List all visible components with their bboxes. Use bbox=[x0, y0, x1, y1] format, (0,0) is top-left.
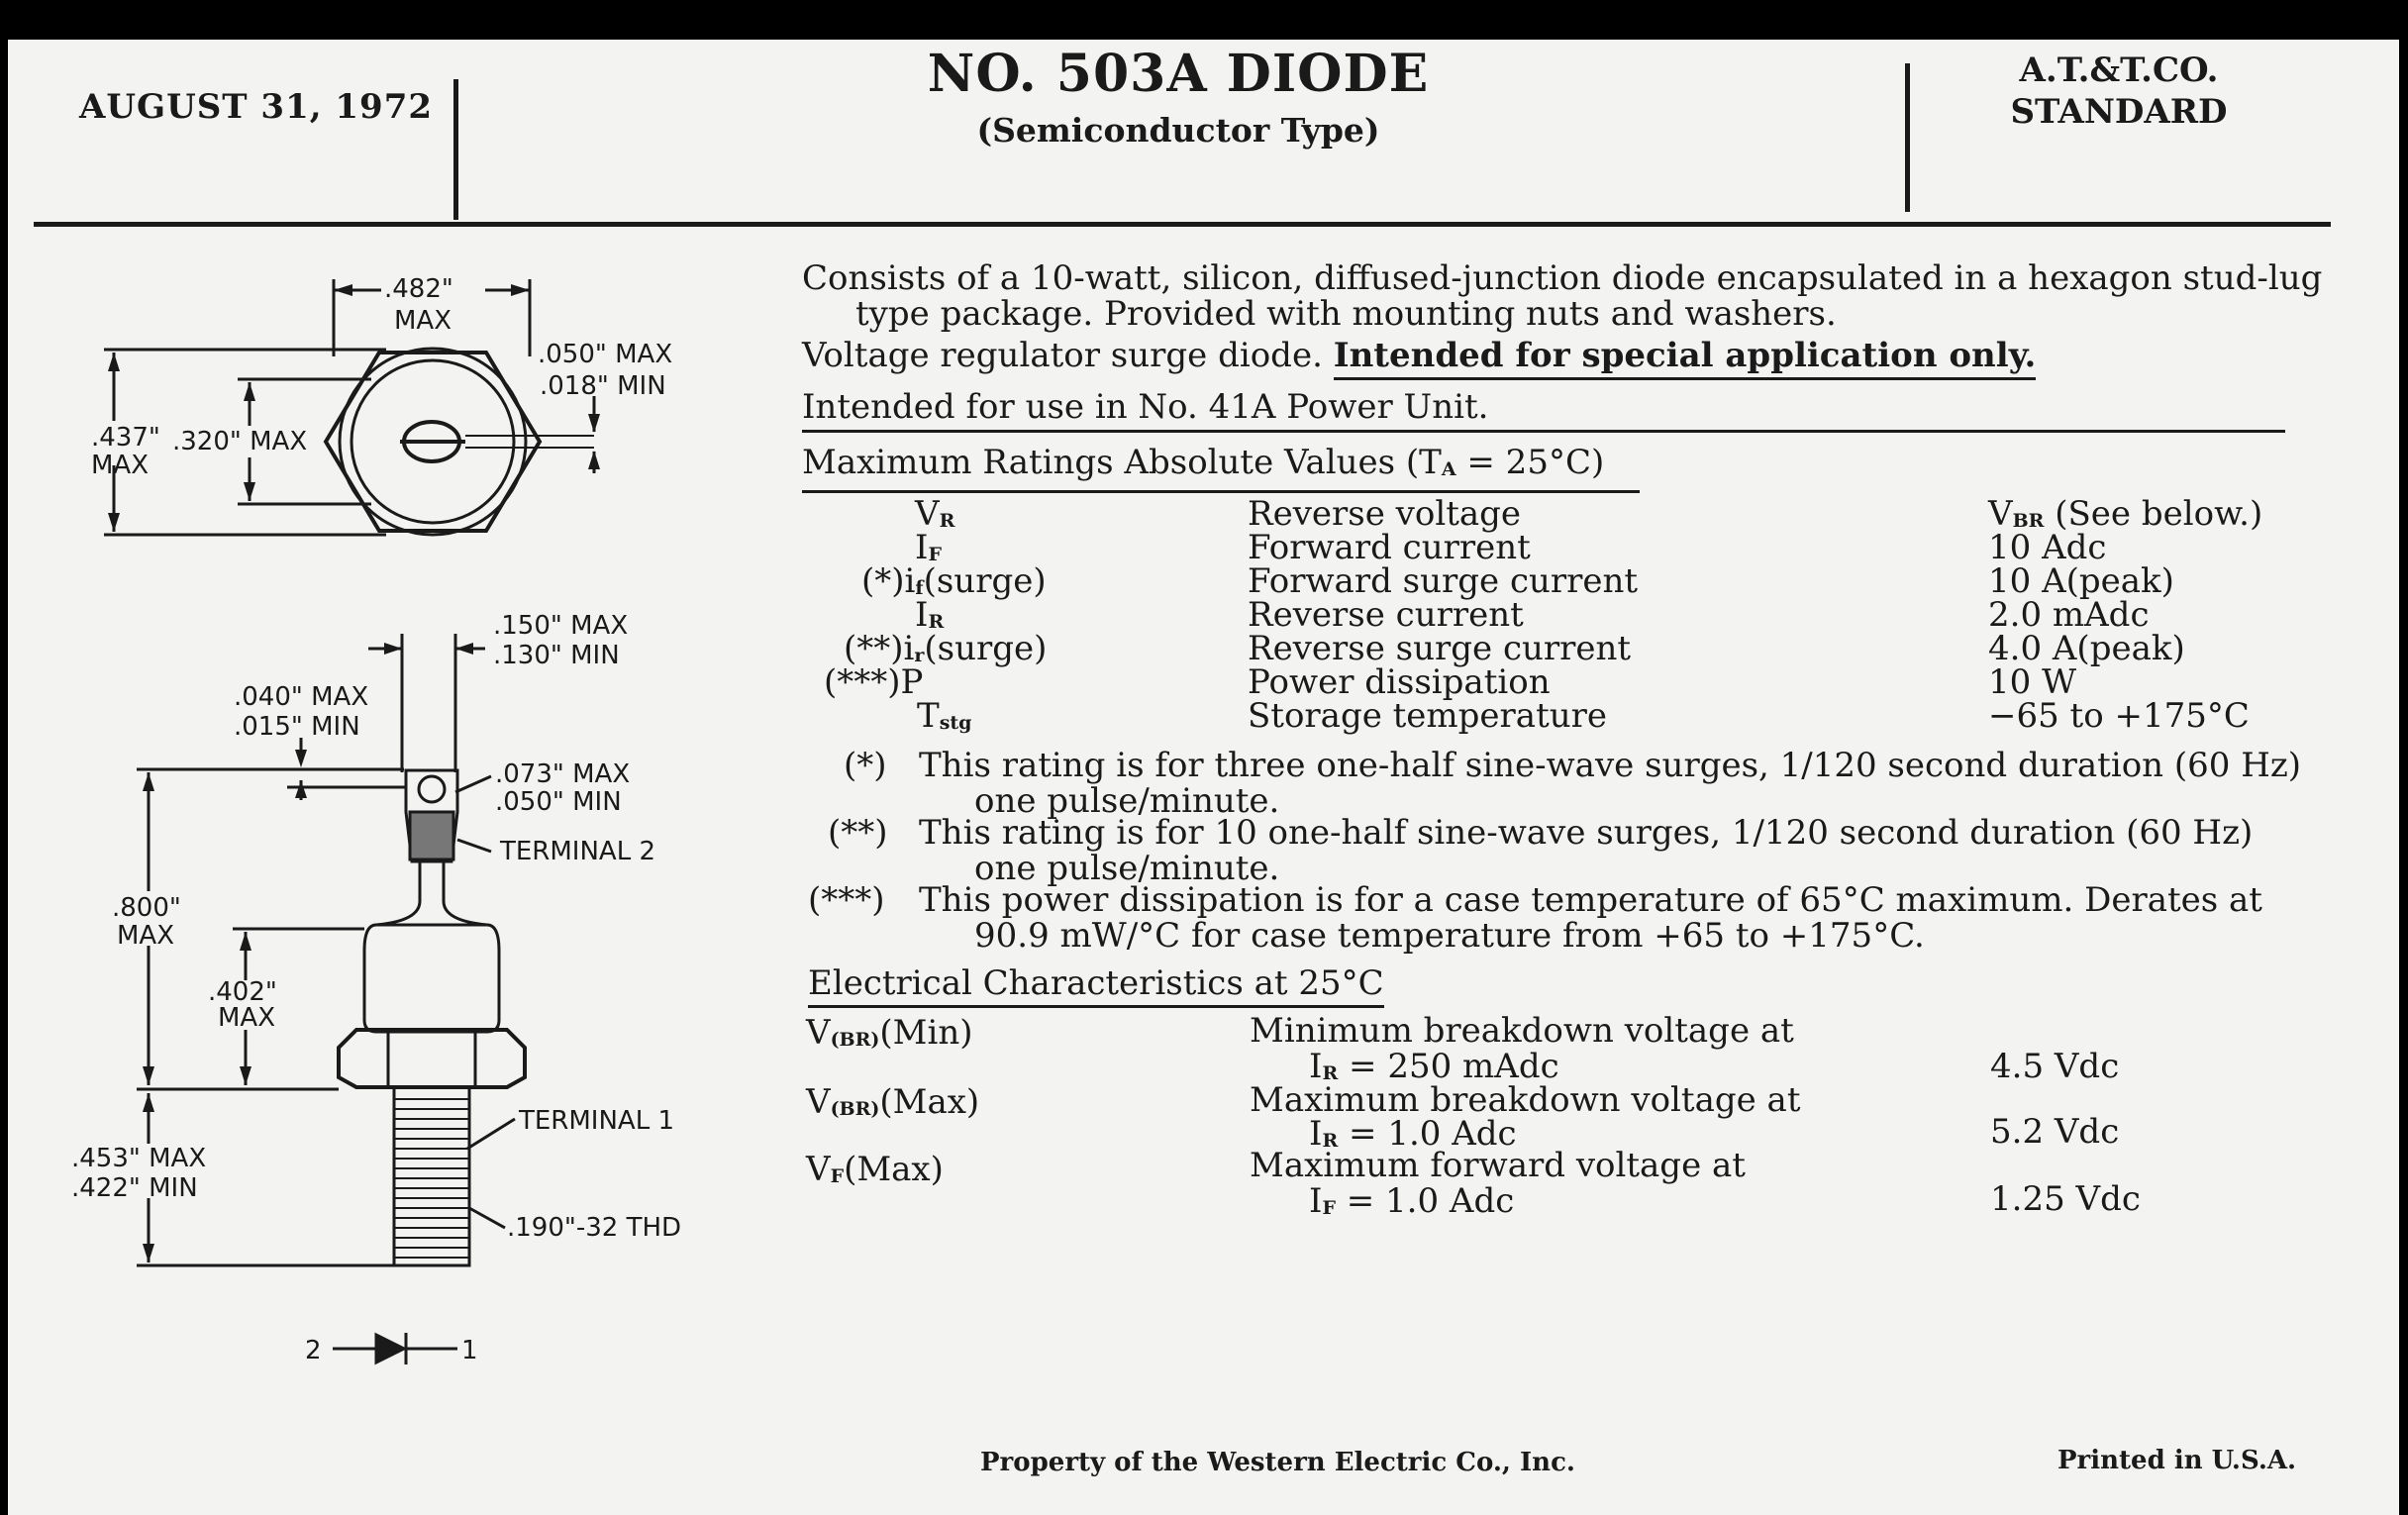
terminal-1-label: TERMINAL 1 bbox=[519, 1106, 675, 1136]
dim-hole-050: .050" MIN bbox=[495, 787, 622, 817]
elec-value-1: 4.5 Vdc bbox=[1990, 1047, 2120, 1086]
footer-property: Property of the Western Electric Co., Inc. bbox=[980, 1448, 1575, 1477]
dim-437: .437" bbox=[91, 423, 160, 453]
note-text-3b: 90.9 mW/°C for case temperature from +65 to +175°C. bbox=[974, 916, 1925, 956]
special-application-note: Intended for special application only. bbox=[1334, 336, 2037, 380]
elec-symbol-1: $V_{(BR)}(Min)$ bbox=[806, 1013, 973, 1053]
description-line4: Intended for use in No. 41A Power Unit. bbox=[802, 387, 1489, 427]
dim-402: .402" bbox=[208, 977, 277, 1007]
elec-cond-3: $I_F = 1.0$ Adc bbox=[1309, 1181, 1515, 1221]
electrical-heading: Electrical Characteristics at 25°C bbox=[808, 964, 1384, 1002]
description-line3 bbox=[802, 337, 2036, 374]
page-subtitle: (Semiconductor Type) bbox=[976, 111, 1380, 150]
description-line3a: Voltage regulator surge diode. bbox=[802, 336, 1323, 375]
dim-top-width-max: MAX bbox=[394, 306, 452, 336]
page-title: NO. 503A DIODE bbox=[927, 44, 1430, 104]
hex-nut bbox=[339, 1030, 525, 1087]
thread-label: .190"-32 THD bbox=[507, 1213, 682, 1243]
note-mark-1: (*) bbox=[844, 746, 887, 785]
diode-body bbox=[364, 925, 499, 1032]
elec-desc-1: Minimum breakdown voltage at bbox=[1250, 1011, 1794, 1051]
elec-value-2: 5.2 Vdc bbox=[1990, 1112, 2120, 1152]
elec-symbol-3: $V_F(Max)$ bbox=[806, 1150, 944, 1189]
dim-800-max: MAX bbox=[117, 921, 175, 951]
footer-printed: Printed in U.S.A. bbox=[2057, 1446, 2297, 1475]
dim-800: .800" bbox=[112, 893, 181, 923]
dim-402-max: MAX bbox=[218, 1003, 276, 1033]
section-rule bbox=[802, 430, 2285, 433]
dim-437-max: MAX bbox=[91, 451, 150, 480]
note-text-1b: one pulse/minute. bbox=[974, 781, 1280, 821]
elec-cond-1: $I_R = 250$ mAdc bbox=[1309, 1047, 1559, 1086]
standard-line2: STANDARD bbox=[2010, 92, 2228, 132]
elec-cond-2: $I_R = 1.0$ Adc bbox=[1309, 1114, 1517, 1154]
dim-lug-150: .150" MAX bbox=[493, 611, 629, 641]
note-mark-2: (**) bbox=[828, 813, 888, 853]
dim-flat-max: .050" MAX bbox=[538, 340, 673, 369]
note-mark-3: (***) bbox=[808, 880, 885, 920]
note-text-2b: one pulse/minute. bbox=[974, 849, 1280, 888]
elec-symbol-2: $V_{(BR)}(Max)$ bbox=[806, 1082, 980, 1122]
dim-422: .422" MIN bbox=[71, 1173, 198, 1203]
description-line2: type package. Provided with mounting nuts and washers. bbox=[855, 294, 1837, 334]
header-date: AUGUST 31, 1972 bbox=[79, 87, 434, 127]
dim-320: .320" MAX bbox=[172, 427, 308, 456]
header-divider-right bbox=[1905, 63, 1910, 212]
dim-453: .453" MAX bbox=[71, 1144, 207, 1173]
diode-symbol-2: 2 bbox=[305, 1336, 322, 1365]
dimension-drawing bbox=[0, 0, 792, 1406]
terminal-2-label: TERMINAL 2 bbox=[500, 837, 656, 866]
description-line1: Consists of a 10-watt, silicon, diffused-junction diode encapsulated in a hexagon stud-lug bbox=[802, 258, 2323, 298]
knurled-band bbox=[410, 812, 453, 859]
note-text-1: This rating is for three one-half sine-wave surges, 1/120 second duration (60 Hz) bbox=[919, 746, 2302, 785]
elec-desc-3: Maximum forward voltage at bbox=[1250, 1146, 1746, 1185]
dim-top-width: .482" bbox=[384, 274, 453, 304]
diode-symbol-1: 1 bbox=[461, 1336, 478, 1365]
dim-lug-015: .015" MIN bbox=[234, 712, 360, 742]
dim-lug-130: .130" MIN bbox=[493, 641, 620, 670]
note-text-3: This power dissipation is for a case temperature of 65°C maximum. Derates at bbox=[919, 880, 2262, 920]
note-text-2: This rating is for 10 one-half sine-wave surges, 1/120 second duration (60 Hz) bbox=[919, 813, 2254, 853]
dim-lug-040: .040" MAX bbox=[234, 682, 369, 712]
dim-flat-min: .018" MIN bbox=[540, 371, 666, 401]
standard-line1: A.T.&T.CO. bbox=[2019, 50, 2219, 90]
ratings-heading: Maximum Ratings Absolute Values $(T_A = 25^\circ C)$ bbox=[802, 444, 1640, 493]
elec-value-3: 1.25 Vdc bbox=[1990, 1179, 2141, 1219]
elec-desc-2: Maximum breakdown voltage at bbox=[1250, 1080, 1801, 1120]
standard-label bbox=[1911, 50, 2327, 133]
dim-hole-073: .073" MAX bbox=[495, 759, 631, 789]
